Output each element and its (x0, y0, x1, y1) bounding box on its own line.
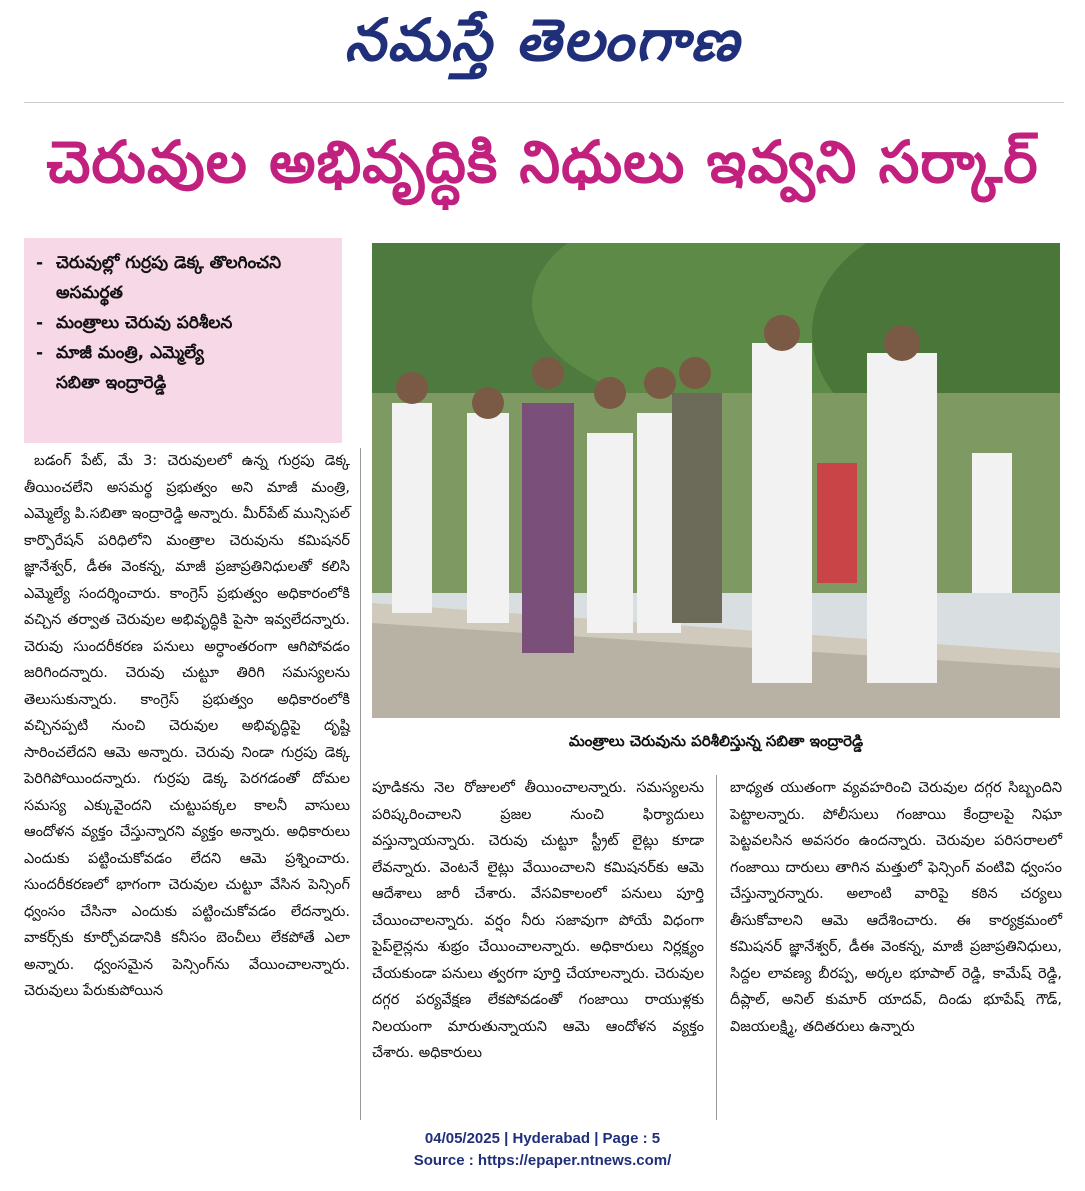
article-column-3 (730, 775, 1062, 1040)
article-headline: చెరువుల అభివృద్ధికి నిధులు ఇవ్వని సర్కార్ (46, 128, 1039, 196)
column-divider (716, 775, 717, 1120)
masthead (0, 0, 1085, 100)
article-photo (372, 243, 1060, 718)
footer (0, 1128, 1085, 1172)
highlight-item: - మాజీ మంత్రి, ఎమ్మెల్యే (36, 343, 204, 363)
highlight-item-cont: అసమర్థత (56, 283, 123, 303)
highlight-item: - మంత్రాలు చెరువు పరిశీలన (36, 313, 233, 333)
article-text: బాధ్యత యుతంగా వ్యవహరించి చెరువుల దగ్గర సిబ్బందిని పెట్టాలన్నారు. పోలీసులు గంజాయి కేంద్రాలపై నిఘా పెట్టవలసిన అవసరం ఉందన్నారు. చెరువుల పరిసరాలలో గంజాయి దారులు తాగిన మత్తులో ఫెన్సింగ్ వంటివి ధ్వంసం చేస్తున్నారన్నారు. అలాంటి వారిపై కఠిన చర్యలు తీసుకోవాలని ఆమె ఆదేశించారు. ఈ కార్యక్రమంలో కమిషనర్ జ్ఞానేశ్వర్, డీఈ వెంకన్న, మాజీ ప్రజాప్రతినిధులు, సిద్దల లావణ్య బీరప్ప, అర్కల భూపాల్ రెడ్డి, కామేష్ రెడ్డి, దీప్లాల్, అనిల్ కుమార్ యాదవ్, దిండు భూపేష్ గౌడ్, విజయలక్ష్మి, తదితరులు ఉన్నారు (730, 780, 1062, 1035)
photo-caption: మంత్రాలు చెరువును పరిశీలిస్తున్న సబితా ఇంద్రారెడ్డి (568, 732, 864, 750)
highlight-item: - చెరువుల్లో గుర్రపు డెక్క తొలగించని (36, 253, 282, 273)
masthead-divider (24, 102, 1064, 103)
article-column-1 (24, 448, 350, 1005)
highlight-text: మంత్రాలు చెరువు పరిశీలన (56, 313, 233, 333)
source-link[interactable]: Source : https://epaper.ntnews.com/ (413, 1152, 672, 1169)
article-text: బడంగ్ పేట్, మే 3: చెరువులలో ఉన్న గుర్రపు డెక్క తీయించలేని అసమర్థ ప్రభుత్వం అని మాజీ మంత్రి, ఎమ్మెల్యే పి.సబితా ఇంద్రారెడ్డి అన్నారు. మీర్‌పేట్ మున్సిపల్ కార్పొరేషన్ పరిధిలోని మంత్రాల చెరువును కమిషనర్ జ్ఞానేశ్వర్, డీఈ వెంకన్న, మాజీ ప్రజాప్రతినిధులతో కలిసి ఎమ్మెల్యే సందర్శించారు. కాంగ్రెస్ ప్రభుత్వం అధికారంలోకి వచ్చిన తర్వాత చెరువుల అభివృద్ధికి పైసా ఇవ్వలేదన్నారు. చెరువు సుందరీకరణ పనులు అర్ధాంతరంగా ఆగిపోవడం జరిగిందన్నారు. చెరువు చుట్టూ తిరిగి సమస్యలను తెలుసుకున్నారు. కాంగ్రెస్ ప్రభుత్వం అధికారంలోకి వచ్చినప్పటి నుంచి చెరువుల అభివృద్ధిపై దృష్టి సారించలేదని ఆమె అన్నారు. చెరువు నిండా గుర్రపు డెక్క పెరిగిపోయిందన్నారు. గుర్రపు డెక్క పెరగడంతో దోమల సమస్య ఎక్కువైందని చుట్టుపక్కల కాలనీ వాసులు ఆందోళన వ్యక్తం చేస్తున్నారని వ్యక్తం అన్నారు. అధికారులు ఎందుకు పట్టించుకోవడం లేదని ఆమె ప్రశ్నించారు. సుందరీకరణలో భాగంగా చెరువుల చుట్టూ వేసిన పెన్సింగ్ ధ్వంసం చేసినా ఎందుకు పట్టించుకోవడం లేదన్నారు. వాకర్స్‌కు కూర్చోవడానికి కనీసం బెంచీలు లేకపోతే ఎలా అన్నారు. ధ్వంసమైన పెన్సింగ్‌ను వేయించాలన్నారు. చెరువులు పేరుకుపోయిన (24, 453, 350, 999)
edition-info: 04/05/2025 | Hyderabad | Page : 5 (424, 1130, 661, 1147)
highlights-box (24, 238, 342, 443)
column-divider (360, 448, 361, 1120)
highlight-text: మాజీ మంత్రి, ఎమ్మెల్యే (56, 343, 204, 363)
article-column-2 (372, 775, 704, 1067)
photo-icon (372, 243, 1060, 718)
highlight-item-cont: సబితా ఇంద్రారెడ్డి (56, 373, 167, 393)
article-text: పూడికను నెల రోజులలో తీయించాలన్నారు. సమస్యలను పరిష్కరించాలని ప్రజల నుంచి ఫిర్యాదులు వస్తున్నాయన్నారు. చెరువు చుట్టూ స్ట్రీట్ లైట్లు కూడా లేవన్నారు. వెంటనే లైట్లు వేయించాలని కమిషనర్‌కు ఆమె ఆదేశాలు జారీ చేశారు. వేసవికాలంలో పనులు పూర్తి చేయించాలన్నారు. వర్షం నీరు సజావుగా పోయే విధంగా పైప్‌లైన్లను శుభ్రం చేయించాలన్నారు. అధికారులు నిర్లక్ష్యం చేయకుండా పనులు త్వరగా పూర్తి చేయాలన్నారు. చెరువుల దగ్గర పర్యవేక్షణ లేకపోవడంతో గంజాయి రాయుళ్లకు నిలయంగా మారుతున్నాయని ఆమె ఆందోళన వ్యక్తం చేశారు. అధికారులు (372, 780, 704, 1061)
highlight-text: చెరువుల్లో గుర్రపు డెక్క తొలగించని (56, 253, 282, 273)
newspaper-logo: నమస్తే తెలంగాణ (344, 6, 741, 74)
